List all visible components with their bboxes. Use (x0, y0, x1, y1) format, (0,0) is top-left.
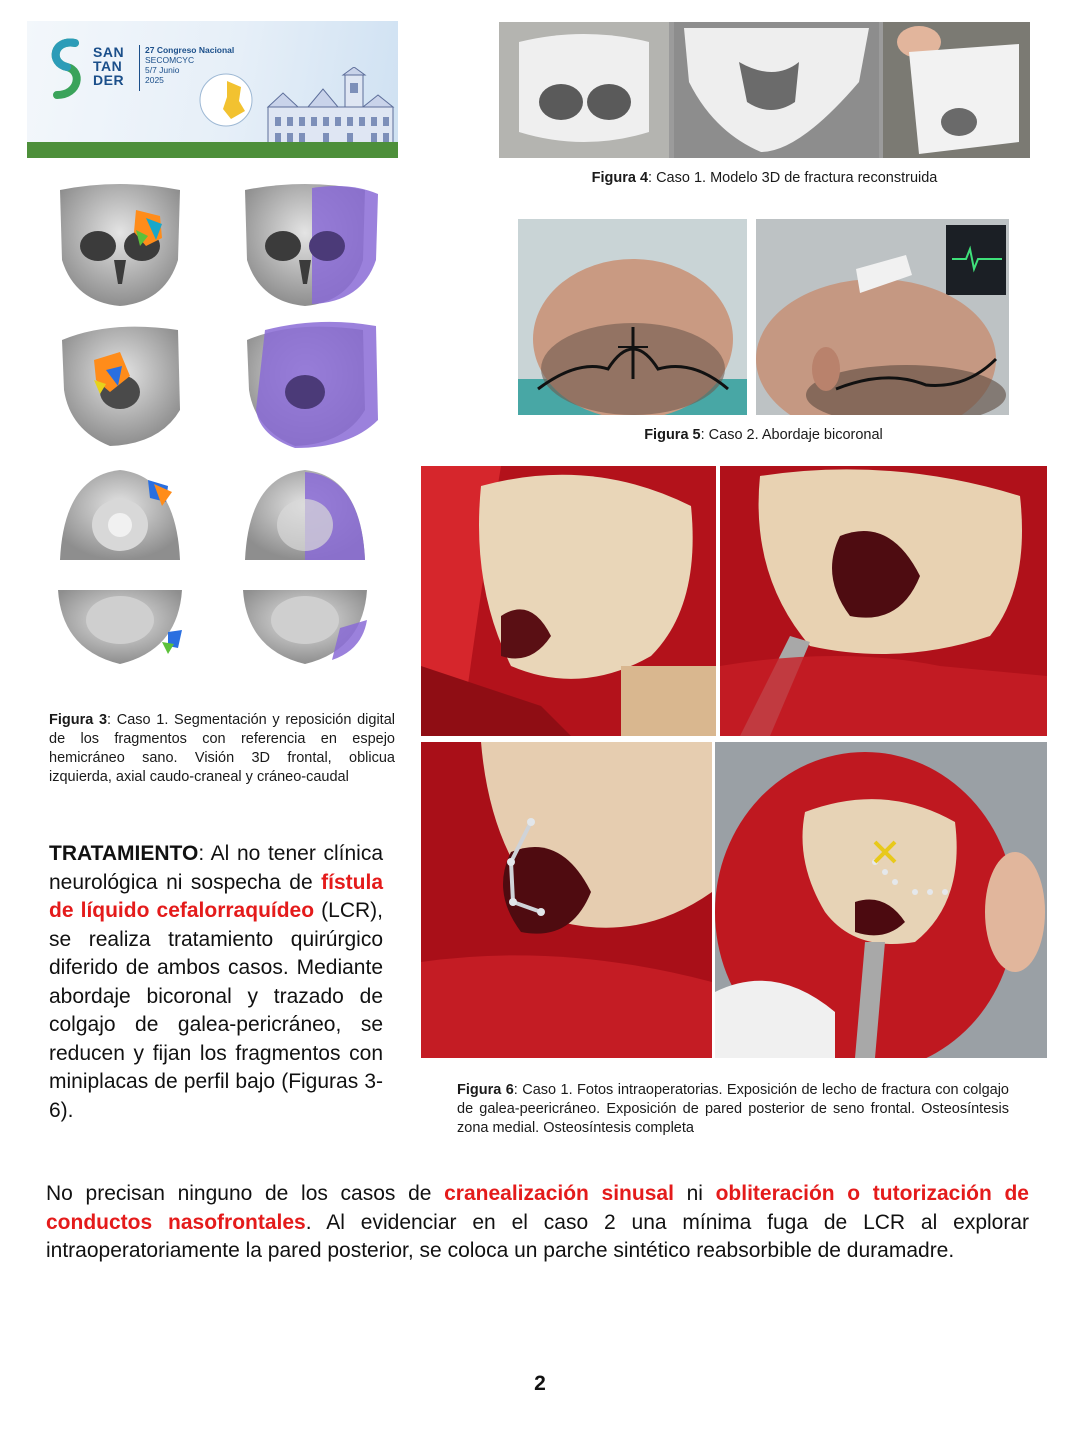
skull-axial-caudocranial-right (245, 470, 365, 560)
bottom-highlight-obliteration: obliteración o tutorización de conductos nasofrontales (46, 1182, 1029, 1234)
bottom-paragraph (46, 1180, 1029, 1266)
figure5-caption (518, 426, 1009, 445)
figure6-text: : Caso 1. Fotos intraoperatorias. Exposición de lecho de fractura con colgajo de galea-peericráneo. Exposición de pared posterior de seno frontal. Osteosíntesis zona medial. Osteosíntesis completa (457, 1082, 1009, 1136)
figure4-text: : Caso 1. Modelo 3D de fractura reconstruida (648, 170, 938, 186)
bottom-text-2: ni (673, 1182, 716, 1205)
banner-grass (27, 142, 398, 158)
figure3-caption (49, 711, 395, 787)
figure6-label: Figura 6 (457, 1082, 514, 1098)
figure6-photo-bottom-right (715, 742, 1047, 1058)
skull-craniocaudal-right (243, 590, 367, 664)
page-number: 2 (534, 1372, 546, 1395)
figure5-text: : Caso 2. Abordaje bicoronal (700, 427, 883, 443)
figure4-caption (499, 169, 1030, 188)
figure5-photo-right (756, 219, 1009, 415)
banner-congress-info: 27 Congreso Nacional SECOMCYC 5/7 Junio 2025 (145, 45, 235, 85)
figure3-text: : Caso 1. Segmentación y reposición digital de los fragmentos con referencia en espejo hemicráneo sano. Visión 3D frontal, oblicua izquierda, axial caudo-craneal y cráneo-caudal (49, 712, 395, 785)
treatment-heading: TRATAMIENTO (49, 842, 199, 865)
banner-city-name: SAN TAN DER (93, 44, 125, 88)
figure3-skull-segmentation-images (50, 180, 390, 680)
skull-axial-caudocranial-left (60, 470, 180, 560)
figure6-caption (457, 1081, 1009, 1138)
figure6-photo-bottom-left (421, 742, 712, 1058)
skull-oblique-right (247, 322, 378, 448)
treatment-text-2: (LCR), se realiza tratamiento quirúrgico diferido de ambos casos. Mediante abordaje bicoronal y trazado de colgajo de galea-pericráneo, se reducen y fijan los fragmentos con miniplacas de perfil bajo (Figuras 3-6). (49, 899, 383, 1122)
skull-oblique-left (62, 327, 180, 446)
figure4-3d-model-photos (499, 22, 1030, 158)
skull-frontal-left (60, 184, 180, 306)
skull-frontal-right (245, 184, 378, 306)
treatment-paragraph (49, 840, 383, 1125)
treatment-text-1: : Al no tener clínica neurológica ni sospecha de (49, 842, 383, 894)
figure3-label: Figura 3 (49, 712, 108, 728)
figure5-photo-left (518, 219, 747, 415)
palace-illustration-icon (263, 67, 398, 153)
figure6-photo-top-left (421, 466, 716, 736)
figure6-photo-top-right (720, 466, 1047, 736)
figure4-label: Figura 4 (591, 170, 649, 186)
skull-craniocaudal-left (58, 590, 182, 664)
bottom-text-1: No precisan ninguno de los casos de (46, 1182, 445, 1205)
congress-banner (27, 21, 398, 158)
bottom-highlight-cranialization: cranealización sinusal (444, 1182, 674, 1205)
figure5-label: Figura 5 (644, 427, 701, 443)
treatment-highlight-csf-fistula: fístula de líquido cefalorraquídeo (49, 870, 383, 922)
santander-logo-icon (47, 37, 85, 101)
bottom-text-3: . Al evidenciar en el caso 2 una mínima fuga de LCR al explorar intraoperatoriamente la pared posterior, se coloca un parche sintético reabsorbible de duramadre. (46, 1210, 1030, 1262)
banner-divider (139, 45, 140, 91)
secom-cyc-logo-icon (197, 71, 255, 129)
